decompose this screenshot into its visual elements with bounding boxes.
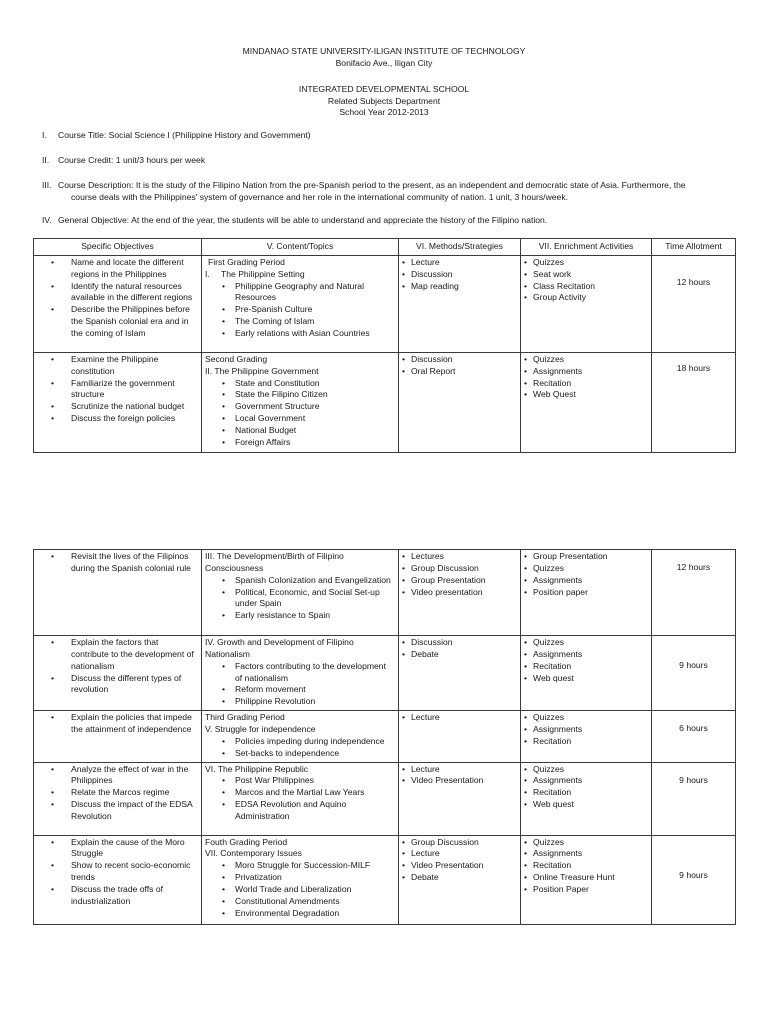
enrichment-item: • Group Activity [524,292,648,304]
grading-period: Third Grading Period [205,712,285,723]
enrichment-item: • Recitation [524,378,648,390]
topic-item: • Moro Struggle for Succession-MILF [205,860,395,872]
enrichment-item: • Assignments [524,366,648,378]
enrichment-cell [521,352,652,452]
grading-period: Fouth Grading Period [205,836,288,847]
method-item: • Group Presentation [402,575,517,587]
method-item: • Map reading [402,281,517,293]
section-number: III. [42,180,52,190]
objective-item: • Discuss the foreign policies [37,413,198,425]
time-cell [652,711,736,762]
time-cell [652,352,736,452]
topic-heading: IV. Growth and Development of Filipino Nationalism [205,637,354,659]
objective-item: • Identify the natural resources available in the different regions [37,281,198,305]
enrichment-cell [521,835,652,924]
enrichment-cell [521,550,652,636]
curriculum-table-2 [33,549,736,925]
section-number: IV. [42,215,52,225]
time-cell [652,835,736,924]
time-cell [652,636,736,711]
topic-item: • State the Filipino Citizen [205,389,395,401]
topic-item: • Political, Economic, and Social Set-up under Spain [205,587,395,611]
topic-item: • Pre-Spanish Culture [205,304,395,316]
grading-period: First Grading Period [208,256,285,267]
topic-item: • The Coming of Islam [205,316,395,328]
school-header [0,84,768,119]
topic-heading: The Philippine Setting [221,268,305,279]
method-item: • Video Presentation [402,775,517,787]
time-allotment: 6 hours [679,723,708,734]
content-cell [202,255,399,352]
objective-item: • Name and locate the different regions in the Philippines [37,257,198,281]
table-row [34,711,736,762]
section-text: General Objective: At the end of the year, the students will be able to understand and appreciate the history of the Filipino nation. [58,215,548,225]
content-cell [202,352,399,452]
topic-item: • Post War Philippines [205,775,395,787]
topic-heading: III. The Development/Birth of Filipino Consciousness [205,551,344,573]
objective-item: • Familiarize the government structure [37,378,198,402]
enrichment-item: • Seat work [524,269,648,281]
enrichment-cell [521,762,652,835]
enrichment-item: • Position Paper [524,884,648,896]
enrichment-cell [521,636,652,711]
enrichment-cell [521,255,652,352]
topic-item: • Reform movement [205,684,395,696]
method-item: • Lecture [402,257,517,269]
objective-item: • Explain the policies that impede the attainment of independence [37,712,198,736]
method-item: • Discussion [402,269,517,281]
table-row [34,762,736,835]
objectives-cell [34,550,202,636]
grading-period: Second Grading [205,353,268,364]
header-objectives: Specific Objectives [34,239,202,256]
enrichment-item: • Assignments [524,649,648,661]
topic-item: • Environmental Degradation [205,908,395,920]
method-item: • Video Presentation [402,860,517,872]
methods-cell [399,352,521,452]
table-row [34,835,736,924]
objective-item: • Discuss the trade offs of industrialization [37,884,198,908]
time-allotment: 12 hours [676,276,711,287]
enrichment-item: • Class Recitation [524,281,648,293]
topic-heading: VII. Contemporary Issues [205,848,302,859]
objective-item: • Revisit the lives of the Filipinos during the Spanish colonial rule [37,551,198,575]
time-allotment: 9 hours [679,869,708,880]
objective-item: • Analyze the effect of war in the Philippines [37,764,198,788]
method-item: • Lecture [402,848,517,860]
methods-cell [399,550,521,636]
objectives-cell [34,352,202,452]
enrichment-cell [521,711,652,762]
time-allotment: 12 hours [676,562,711,572]
method-item: • Lecture [402,712,517,724]
method-item: • Oral Report [402,366,517,378]
enrichment-item: • Recitation [524,787,648,799]
enrichment-item: • Online Treasure Hunt [524,872,648,884]
objective-item: • Discuss the impact of the EDSA Revolution [37,799,198,823]
topic-item: • Government Structure [205,401,395,413]
topic-item: • Marcos and the Martial Law Years [205,787,395,799]
enrichment-item: • Quizzes [524,257,648,269]
objectives-cell [34,255,202,352]
objective-item: • Scrutinize the national budget [37,401,198,413]
header-time: Time Allotment [652,239,736,256]
objectives-cell [34,762,202,835]
enrichment-item: • Quizzes [524,837,648,849]
content-cell [202,711,399,762]
methods-cell [399,255,521,352]
topic-item: • Constitutional Amendments [205,896,395,908]
topic-item: • National Budget [205,425,395,437]
enrichment-item: • Quizzes [524,764,648,776]
enrichment-item: • Recitation [524,736,648,748]
course-description [42,180,738,204]
section-number: I. [42,130,47,140]
section-text: Course Title: Social Science I (Philippine History and Government) [58,130,311,140]
header-content: V. Content/Topics [202,239,399,256]
topic-item: • State and Constitution [205,378,395,390]
objective-item: • Examine the Philippine constitution [37,354,198,378]
method-item: • Debate [402,649,517,661]
topic-item: • Factors contributing to the development of nationalism [205,661,395,685]
course-credit [42,155,722,167]
enrichment-item: • Web quest [524,673,648,685]
method-item: • Lectures [402,551,517,563]
topic-item: • Privatization [205,872,395,884]
method-item: • Discussion [402,637,517,649]
topic-item: • World Trade and Liberalization [205,884,395,896]
topic-number: I. [205,268,210,279]
time-allotment: 9 hours [679,660,708,670]
course-title [42,130,722,142]
objectives-cell [34,835,202,924]
enrichment-item: • Web Quest [524,389,648,401]
method-item: • Group Discussion [402,837,517,849]
topic-heading: V. Struggle for independence [205,724,316,735]
topic-heading: II. The Philippine Government [205,365,319,376]
content-cell [202,550,399,636]
enrichment-item: • Web quest [524,799,648,811]
enrichment-item: • Position paper [524,587,648,599]
school-name: INTEGRATED DEVELOPMENTAL SCHOOL [298,84,470,94]
table-row [34,352,736,452]
topic-item: • Philippine Geography and Natural Resources [205,281,395,305]
method-item: • Video presentation [402,587,517,599]
objective-item: • Describe the Philippines before the Spanish colonial era and in the coming of Islam [37,304,198,340]
method-item: • Lecture [402,764,517,776]
enrichment-item: • Quizzes [524,637,648,649]
curriculum-table-1 [33,238,736,453]
methods-cell [399,711,521,762]
topic-item: • Foreign Affairs [205,437,395,449]
topic-item: • EDSA Revolution and Aquino Administration [205,799,395,823]
objective-item: • Explain the cause of the Moro Struggle [37,837,198,861]
university-address: Bonifacio Ave., Iligan City [335,57,433,68]
general-objective [42,215,722,227]
enrichment-item: • Group Presentation [524,551,648,563]
enrichment-item: • Assignments [524,775,648,787]
section-text-continued: course deals with the Philippines' system of governance and her role in the international community of nation. 1 unit, 3 hours/week. [71,191,569,202]
time-allotment: 18 hours [676,362,711,373]
content-cell [202,835,399,924]
topic-item: • Spanish Colonization and Evangelization [205,575,395,587]
document-header [0,46,768,69]
topic-item: • Policies impeding during independence [205,736,395,748]
time-cell [652,255,736,352]
enrichment-item: • Assignments [524,724,648,736]
enrichment-item: • Quizzes [524,354,648,366]
table-row [34,550,736,636]
table-row [34,255,736,352]
time-cell [652,762,736,835]
content-cell [202,762,399,835]
objectives-cell [34,711,202,762]
objective-item: • Discuss the different types of revolution [37,673,198,697]
header-enrichment: VII. Enrichment Activities [521,239,652,256]
methods-cell [399,762,521,835]
time-allotment: 9 hours [679,774,708,785]
topic-item: • Philippine Revolution [205,696,395,708]
department-name: Related Subjects Department [327,95,441,106]
enrichment-item: • Recitation [524,661,648,673]
enrichment-item: • Assignments [524,848,648,860]
topic-item: • Set-backs to independence [205,748,395,760]
table-header-row [34,239,736,256]
topic-item: • Early relations with Asian Countries [205,328,395,340]
topic-item: • Local Government [205,413,395,425]
objective-item: • Explain the factors that contribute to the development of nationalism [37,637,198,673]
enrichment-item: • Recitation [524,860,648,872]
methods-cell [399,835,521,924]
enrichment-item: • Quizzes [524,563,648,575]
topic-item: • Early resistance to Spain [205,610,395,622]
objective-item: • Relate the Marcos regime [37,787,198,799]
content-cell [202,636,399,711]
university-name: MINDANAO STATE UNIVERSITY-ILIGAN INSTITUTE OF TECHNOLOGY [242,46,526,56]
table-row [34,636,736,711]
method-item: • Discussion [402,354,517,366]
method-item: • Group Discussion [402,563,517,575]
section-text: Course Credit: 1 unit/3 hours per week [58,155,206,165]
time-cell [652,550,736,636]
objective-item: • Show to recent socio-economic trends [37,860,198,884]
enrichment-item: • Assignments [524,575,648,587]
school-year: School Year 2012-2013 [339,107,429,117]
methods-cell [399,636,521,711]
header-methods: VI. Methods/Strategies [399,239,521,256]
enrichment-item: • Quizzes [524,712,648,724]
section-number: II. [42,155,50,165]
method-item: • Debate [402,872,517,884]
topic-heading: VI. The Philippine Republic [205,763,309,774]
section-text: Course Description: It is the study of the Filipino Nation from the pre-Spanish period to the present, as an independent and democratic state of Asia. Furthermore, the [58,180,686,190]
objectives-cell [34,636,202,711]
